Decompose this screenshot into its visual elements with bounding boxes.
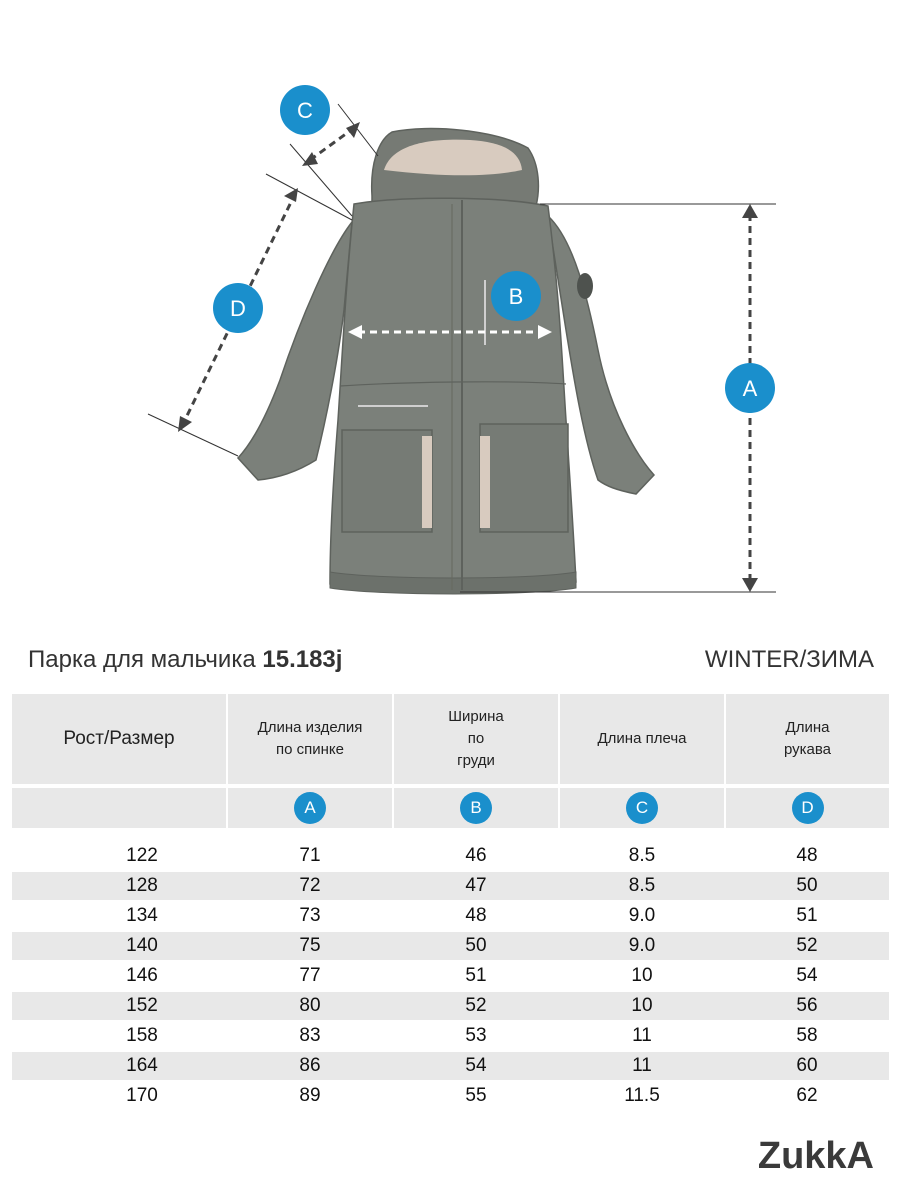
table-cell: 51	[796, 905, 818, 926]
measurement-badge-a: A	[294, 792, 326, 824]
table-cell: 54	[796, 965, 818, 986]
table-cell: 77	[299, 965, 321, 986]
table-cell: 9.0	[628, 905, 656, 926]
table-cell: 80	[299, 995, 321, 1016]
column-header-line: груди	[457, 752, 495, 769]
table-cell: 47	[465, 875, 487, 896]
table-row	[12, 962, 889, 990]
table-cell: 11	[632, 1055, 652, 1076]
table-cell: 164	[126, 1055, 158, 1076]
column-header-line: Рост/Размер	[63, 728, 175, 749]
table-cell: 158	[126, 1025, 158, 1046]
table-cell: 134	[126, 905, 158, 926]
brand-logo: ZukkA	[757, 1135, 874, 1177]
column-header-line: Длина изделия	[257, 719, 363, 736]
column-header-line: рукава	[783, 741, 832, 758]
column-header-4	[726, 694, 889, 784]
product-title	[28, 646, 342, 674]
column-badge-cell-0	[12, 788, 226, 828]
table-cell: 128	[126, 875, 158, 896]
column-header-0	[12, 694, 226, 784]
table-cell: 146	[126, 965, 158, 986]
measurement-badge-d: D	[792, 792, 824, 824]
column-header-2	[394, 694, 558, 784]
table-cell: 72	[299, 875, 321, 896]
table-cell: 53	[465, 1025, 487, 1046]
table-cell: 51	[465, 965, 487, 986]
table-cell: 11	[632, 1025, 652, 1046]
table-cell: 170	[126, 1085, 158, 1106]
table-cell: 73	[299, 905, 321, 926]
measurement-badge-c: C	[626, 792, 658, 824]
label-b: B	[508, 284, 524, 309]
measurement-badge-b: B	[460, 792, 492, 824]
label-a: A	[742, 376, 758, 401]
label-d-marker	[213, 283, 263, 333]
table-row	[12, 902, 889, 930]
column-header-line: Длина плеча	[597, 730, 687, 747]
table-cell: 122	[126, 845, 158, 866]
table-row	[12, 1052, 889, 1080]
table-cell: 75	[299, 935, 321, 956]
label-a-marker	[725, 363, 775, 413]
table-cell: 140	[126, 935, 158, 956]
column-header-line: по спинке	[276, 741, 344, 758]
table-cell: 52	[796, 935, 818, 956]
table-cell: 8.5	[628, 875, 656, 896]
table-cell: 50	[465, 935, 487, 956]
table-cell: 10	[631, 965, 653, 986]
table-row	[12, 842, 889, 870]
table-cell: 86	[299, 1055, 321, 1076]
column-header-line: по	[467, 730, 485, 747]
title-row	[28, 646, 874, 682]
table-cell: 83	[299, 1025, 321, 1046]
table-cell: 55	[465, 1085, 487, 1106]
table-cell: 56	[796, 995, 818, 1016]
column-badge-cell-2	[394, 788, 558, 828]
table-row	[12, 992, 889, 1020]
column-badge-cell-1	[228, 788, 392, 828]
label-d: D	[230, 296, 246, 321]
table-row	[12, 1022, 889, 1050]
column-badge-cell-4	[726, 788, 889, 828]
table-cell: 52	[465, 995, 487, 1016]
table-cell: 62	[796, 1085, 818, 1106]
label-b-marker	[491, 271, 541, 321]
table-cell: 58	[796, 1025, 818, 1046]
table-row	[12, 1082, 889, 1110]
table-cell: 10	[631, 995, 653, 1016]
product-name: Парка для мальчика	[28, 646, 263, 673]
table-row	[12, 872, 889, 900]
table-cell: 11.5	[624, 1085, 660, 1106]
table-cell: 8.5	[628, 845, 656, 866]
table-cell: 152	[126, 995, 158, 1016]
column-header-1	[228, 694, 392, 784]
table-cell: 60	[796, 1055, 818, 1076]
product-code: 15.183j	[262, 646, 343, 673]
parka-illustration	[238, 129, 654, 594]
table-cell: 9.0	[628, 935, 656, 956]
table-cell: 48	[796, 845, 818, 866]
label-c: C	[297, 98, 313, 123]
table-cell: 54	[465, 1055, 487, 1076]
column-header-line: Длина	[785, 719, 830, 736]
column-header-line: Ширина	[448, 708, 504, 725]
table-cell: 48	[465, 905, 487, 926]
column-badge-cell-3	[560, 788, 724, 828]
label-c-marker	[280, 85, 330, 135]
season-label: WINTER/ЗИМА	[704, 646, 874, 673]
table-row	[12, 932, 889, 960]
table-cell: 89	[299, 1085, 321, 1106]
column-header-3	[560, 694, 724, 784]
table-cell: 71	[299, 845, 321, 866]
table-cell: 50	[796, 875, 818, 896]
table-cell: 46	[465, 845, 487, 866]
